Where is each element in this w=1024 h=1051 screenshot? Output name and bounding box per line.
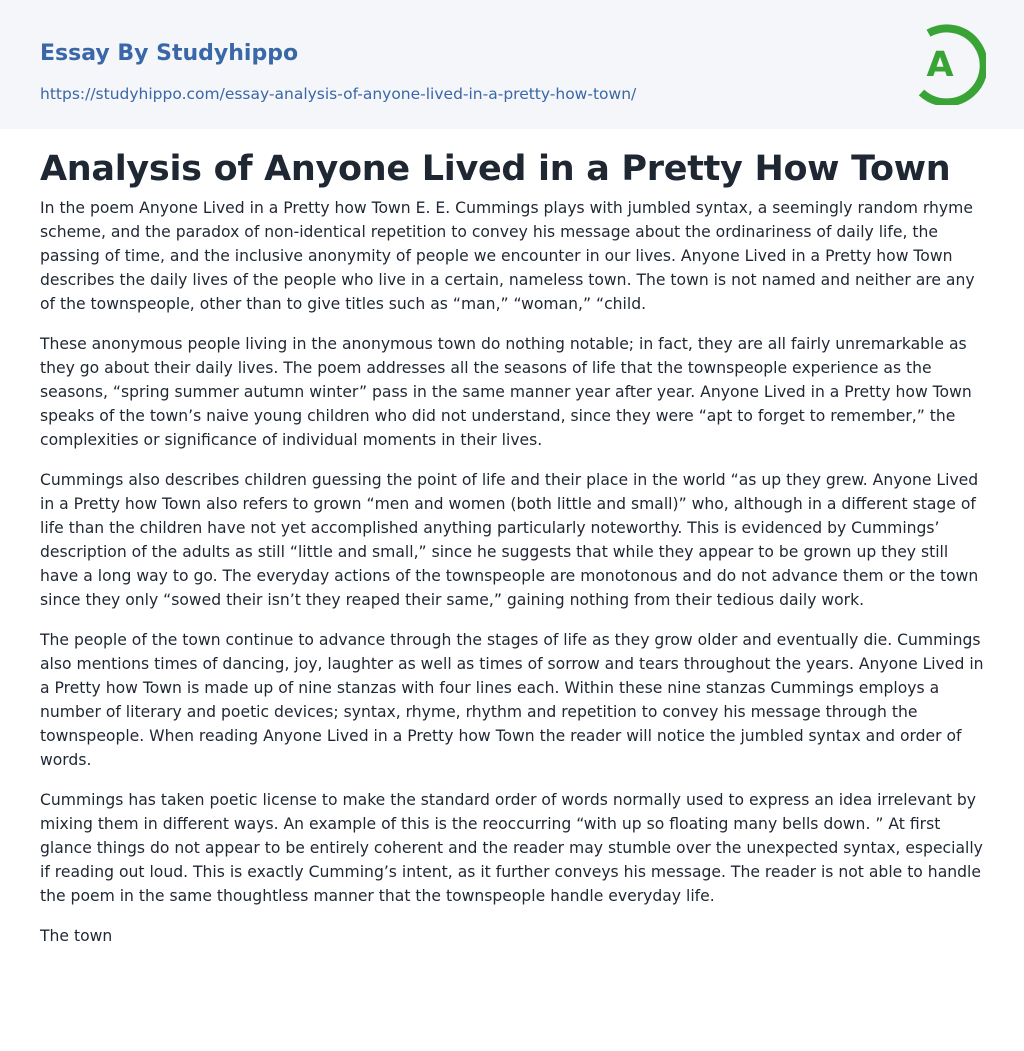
article-paragraph: Cummings has taken poetic license to make the standard order of words normally used to express an idea irrelevant by mixing them in different ways. An example of this is the reoccurring “with up so floating many bells down. ” At first glance things do not appear to be entirely coherent and the reader may stumble over the unexpected syntax, especially if reading out loud. This is exactly Cumming’s intent, as it further conveys his message. The reader is not able to handle the poem in the same thoughtless manner that the townspeople handle everyday life.: [40, 791, 983, 905]
article-paragraph: In the poem Anyone Lived in a Pretty how Town E. E. Cummings plays with jumbled syntax, a seemingly random rhyme scheme, and the paradox of non-identical repetition to convey his message about the ordinariness of daily life, the passing of time, and the inclusive anonymity of people we encounter in our lives. Anyone Lived in a Pretty how Town describes the daily lives of the people who live in a certain, nameless town. The town is not named and neither are any of the townspeople, other than to give titles such as “man,” “woman,” “child.: [40, 199, 975, 313]
article-paragraph: The people of the town continue to advance through the stages of life as they grow older and eventually die. Cummings also mentions times of dancing, joy, laughter as well as times of sorrow and tears throughout the years. Anyone Lived in a Pretty how Town is made up of nine stanzas with four lines each. Within these nine stanzas Cummings employs a number of literary and poetic devices; syntax, rhyme, rhythm and repetition to convey his message through the townspeople. When reading Anyone Lived in a Pretty how Town the reader will notice the jumbled syntax and order of words.: [40, 631, 984, 769]
brand-title[interactable]: Essay By Studyhippo: [40, 41, 299, 66]
article: [0, 129, 1024, 948]
studyhippo-logo-icon[interactable]: [912, 19, 986, 105]
article-paragraph: Cummings also describes children guessing the point of life and their place in the world “as up they grew. Anyone Lived in a Pretty how Town also refers to grown “men and women (both little and small)” who, although in a different stage of life than the children have not yet accomplished anything particularly noteworthy. This is evidenced by Cummings’ description of the adults as still “little and small,” since he suggests that while they appear to be grown up they still have a long way to go. The everyday actions of the townspeople are monotonous and do not advance them or the town since they only “sowed their isn’t they reaped their same,” gaining nothing from their tedious daily work.: [40, 471, 979, 609]
article-paragraph: The town: [40, 927, 113, 945]
source-url-link[interactable]: https://studyhippo.com/essay-analysis-of-anyone-lived-in-a-pretty-how-town/: [40, 85, 637, 103]
article-paragraph: These anonymous people living in the anonymous town do nothing notable; in fact, they are all fairly unremarkable as they go about their daily lives. The poem addresses all the seasons of life that the townspeople experience as the seasons, “spring summer autumn winter” pass in the same manner year after year. Anyone Lived in a Pretty how Town speaks of the town’s naive young children who did not understand, since they were “apt to forget to remember,” the complexities or significance of individual moments in their lives.: [40, 335, 972, 449]
site-header: [0, 0, 1024, 129]
page-title: Analysis of Anyone Lived in a Pretty How Town: [40, 149, 951, 189]
logo-letter: A: [926, 45, 954, 85]
